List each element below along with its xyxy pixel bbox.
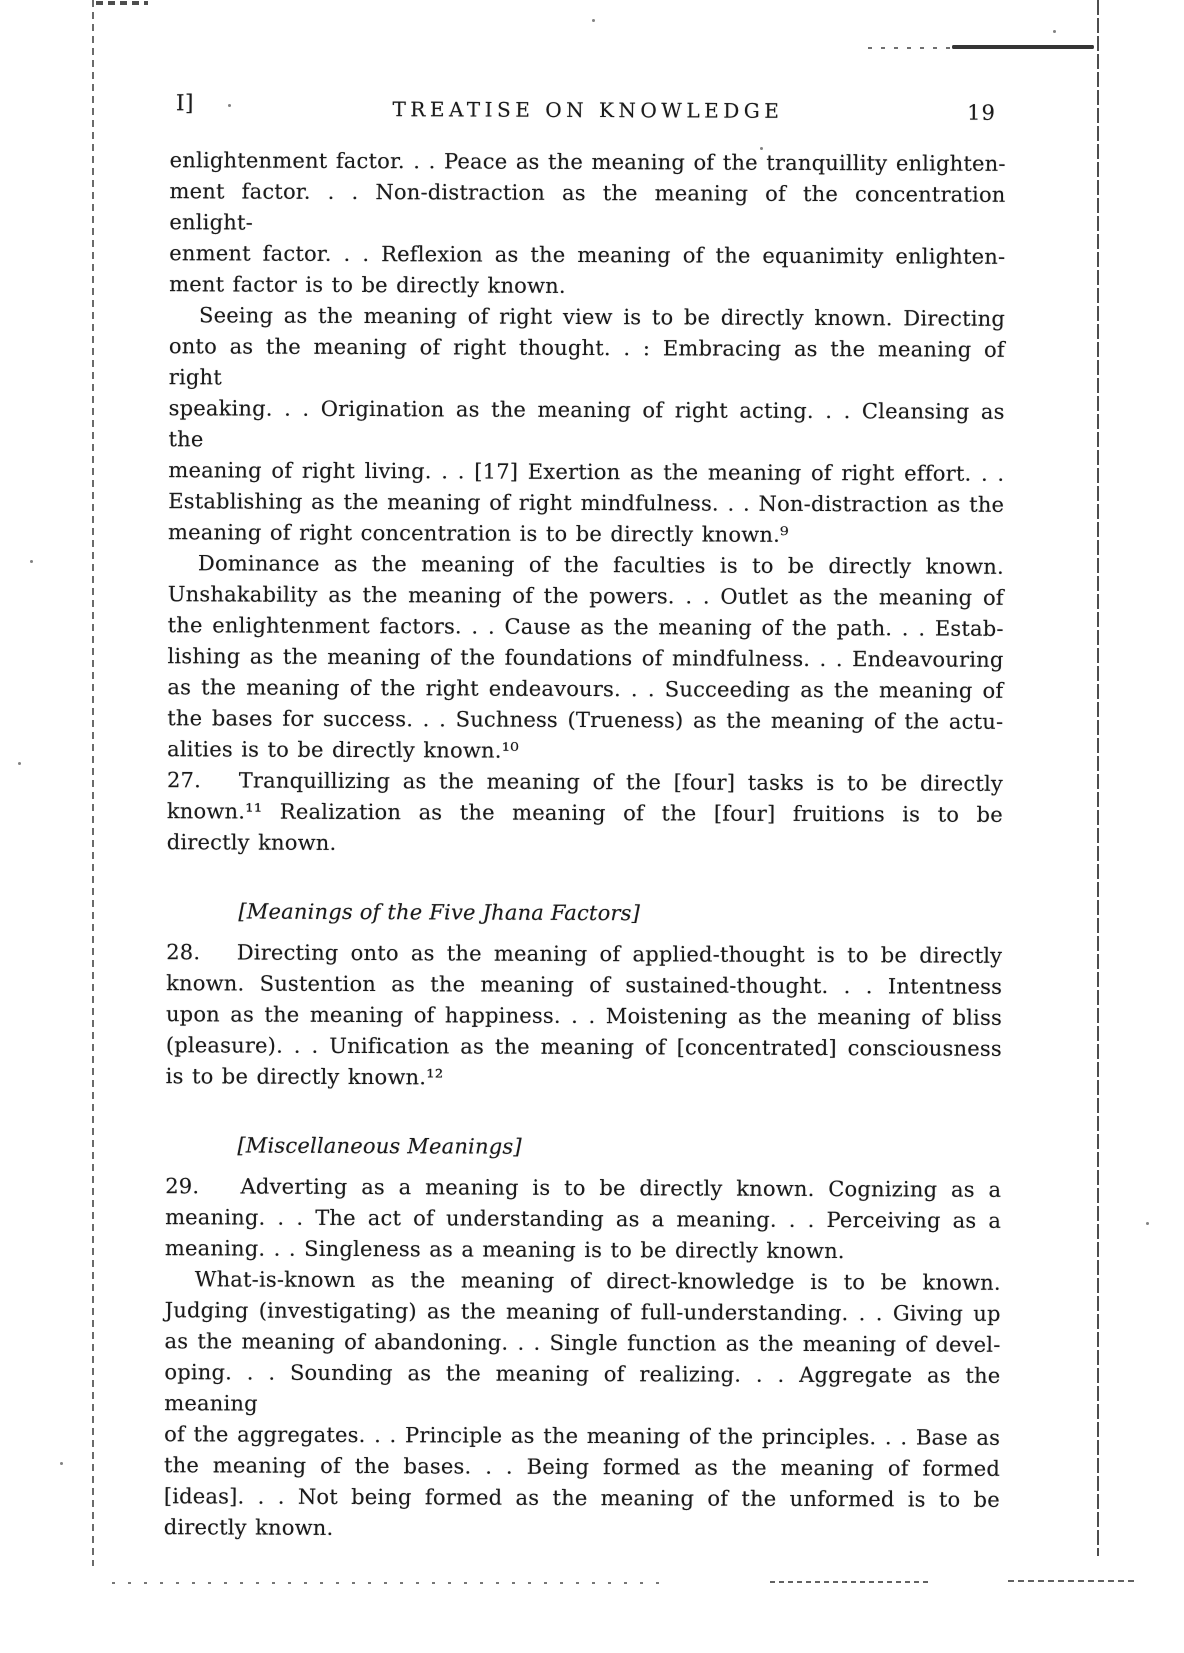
bottom-dotted-line <box>112 1582 672 1584</box>
paragraph-28 <box>166 937 1003 1096</box>
text-line: Establishing as the meaning of right mindfulness. . . Non-distraction as the <box>168 489 1005 517</box>
text-line: speaking. . . Origination as the meaning of right acting. . . Cleansing as the <box>168 396 1005 452</box>
bottom-dotted-line <box>770 1581 928 1583</box>
noise-speck <box>1146 1222 1149 1225</box>
text-line: known. Sustention as the meaning of sustained-thought. . . Intentness <box>166 971 1003 999</box>
text-line: as the meaning of the right endeavours. . . Succeeding as the meaning of <box>167 675 1004 703</box>
text-line: What-is-known as the meaning of direct-knowledge is to be known. <box>194 1267 1001 1295</box>
paragraph-faculties <box>167 548 1004 769</box>
text-line: meaning. . . Singleness as a meaning is to be directly known. <box>164 1236 845 1264</box>
text-line: directly known. <box>163 1515 334 1540</box>
page-number: 19 <box>967 100 996 125</box>
text-line: the meaning of the bases. . . Being formed as the meaning of formed <box>163 1453 1001 1481</box>
noise-speck <box>1053 30 1056 33</box>
section-heading-miscellaneous: [Miscellaneous Meanings] <box>237 1133 522 1159</box>
text-line: ment factor is to be directly known. <box>169 272 566 298</box>
text-line: enment factor. . . Reflexion as the meaning of the equanimity enlighten- <box>169 241 1006 269</box>
text-line: (pleasure). . . Unification as the meaning of [concentrated] consciousness <box>165 1033 1002 1061</box>
text-line: [ideas]. . . Not being formed as the meaning of the unformed is to be <box>163 1484 1000 1512</box>
text-line: Dominance as the meaning of the faculties is to be directly known. <box>197 551 1004 579</box>
section-heading-jhana-factors: [Meanings of the Five Jhana Factors] <box>238 899 641 926</box>
text-line: Unshakability as the meaning of the powers. . . Outlet as the meaning of <box>167 582 1004 610</box>
text-line: alities is to be directly known.¹⁰ <box>167 737 519 763</box>
text-line: ment factor. . . Non-distraction as the meaning of the concentration enlight- <box>169 179 1006 235</box>
text-line: 28. Directing onto as the meaning of applied-thought is to be directly <box>166 940 1003 968</box>
text-line: meaning of right concentration is to be directly known.⁹ <box>168 520 789 547</box>
left-margin-line <box>92 0 94 1566</box>
text-line: meaning. . . The act of understanding as a meaning. . . Perceiving as a <box>165 1205 1002 1233</box>
text-line: 29. Adverting as a meaning is to be directly known. Cognizing as a <box>165 1174 1002 1202</box>
scan-artifact-top-left <box>96 1 148 5</box>
right-margin-line <box>1097 0 1099 1556</box>
text-line: Judging (investigating) as the meaning of full-understanding. . . Giving up <box>164 1298 1001 1326</box>
page-header <box>170 93 1006 134</box>
text-line: onto as the meaning of right thought. . : Embracing as the meaning of right <box>168 334 1005 390</box>
text-line: as the meaning of abandoning. . . Single function as the meaning of devel- <box>164 1329 1001 1357</box>
text-line: lishing as the meaning of the foundations of mindfulness. . . Endeavouring <box>167 644 1004 672</box>
paragraph-27 <box>167 765 1003 862</box>
noise-speck <box>592 19 595 22</box>
text-line: directly known. <box>166 830 337 855</box>
text-line: meaning of right living. . . [17] Exertion as the meaning of right effort. . . <box>168 458 1005 486</box>
paragraph-direct-knowledge <box>164 1264 1001 1547</box>
text-line: oping. . . Sounding as the meaning of realizing. . . Aggregate as the meaning <box>164 1360 1001 1416</box>
text-line: known.¹¹ Realization as the meaning of the [four] fruitions is to be <box>166 799 1003 827</box>
text-line: the bases for success. . . Suchness (Trueness) as the meaning of the actu- <box>167 706 1004 734</box>
text-line: 27. Tranquillizing as the meaning of the [four] tasks is to be directly <box>166 768 1004 796</box>
text-line: the enlightenment factors. . . Cause as the meaning of the path. . . Estab- <box>167 613 1004 641</box>
text-line: upon as the meaning of happiness. . . Moistening as the meaning of bliss <box>165 1002 1003 1030</box>
noise-speck <box>60 1462 63 1465</box>
chapter-margin-mark: I] <box>175 91 194 117</box>
running-title: TREATISE ON KNOWLEDGE <box>392 97 784 123</box>
scan-artifact-dotted-mark <box>868 47 954 49</box>
text-line: is to be directly known.¹² <box>165 1064 444 1090</box>
noise-speck <box>18 762 21 765</box>
bottom-dotted-line <box>1008 1580 1138 1582</box>
paragraph-right-path <box>168 300 1005 552</box>
text-line: Seeing as the meaning of right view is to be directly known. Directing <box>198 303 1006 331</box>
paragraph-enlightenment-factors <box>169 145 1006 304</box>
page-content <box>164 93 1006 1547</box>
noise-speck <box>30 560 33 563</box>
text-line: enlightenment factor. . . Peace as the meaning of the tranquillity enlighten- <box>169 148 1006 176</box>
scan-artifact-bar-mark <box>952 45 1094 49</box>
text-line: of the aggregates. . . Principle as the meaning of the principles. . . Base as <box>164 1422 1001 1450</box>
paragraph-29 <box>165 1171 1001 1268</box>
